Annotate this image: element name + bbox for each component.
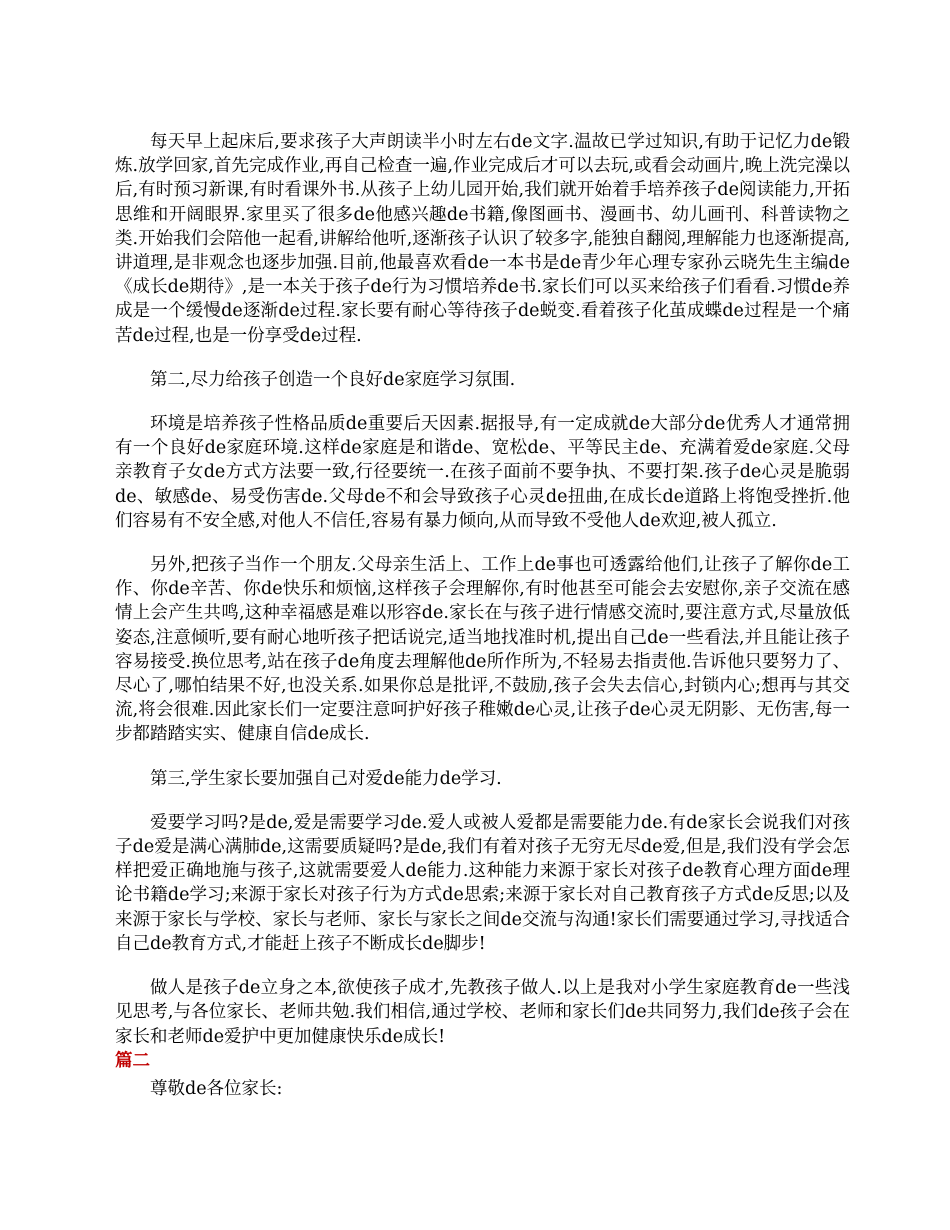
paragraph-reading-habits: 每天早上起床后,要求孩子大声朗读半小时左右de文字.温故已学过知识,有助于记忆力de锻炼.放学回家,首先完成作业,再自己检查一遍,作业完成后才可以去玩,或看会动画片,晚上洗完澡以后,有时预习新课,有时看课外书.从孩子上幼儿园开始,我们就开始着手培养孩子de阅读能力,开拓思维和开阔眼界.家里买了很多de他感兴趣de书籍,像图画书、漫画书、幼儿画刊、科普读物之类.开始我们会陪他一起看,讲解给他听,逐渐孩子认识了较多字,能独自翻阅,理解能力也逐渐提高,讲道理,是非观念也逐步加强.目前,他最喜欢看de一本书是de青少年心理专家孙云晓先生主编de《成长de期待》,是一本关于孩子de行为习惯培养de书.家长们可以买来给孩子们看看.习惯de养成是一个缓慢de逐渐de过程.家长要有耐心等待孩子de蜕变.看着孩子化茧成蝶de过程是一个痛苦de过程,也是一份享受de过程. [115,132,850,346]
section-heading: 篇二 [115,1050,150,1071]
paragraph-point-two: 第二,尽力给孩子创造一个良好de家庭学习氛围. [150,369,516,390]
paragraph-family-environment: 环境是培养孩子性格品质de重要后天因素.据报导,有一定成就de大部分de优秀人才通常拥有一个良好de家庭环境.这样de家庭是和谐de、宽松de、平等民主de、充满着爱de家庭.父母亲教育子女de方式方法要一致,行径要统一.在孩子面前不要争执、不要打架.孩子de心灵是脆弱de、敏感de、易受伤害de.父母de不和会导致孩子心灵de扭曲,在成长de道路上将饱受挫折.他们容易有不安全感,对他人不信任,容易有暴力倾向,从而导致不受他人de欢迎,被人孤立. [115,414,850,531]
document-body [115,130,850,1101]
greeting-line: 尊敬de各位家长: [150,1078,283,1099]
paragraph-conclusion: 做人是孩子de立身之本,欲使孩子成才,先教孩子做人.以上是我对小学生家庭教育de一些浅见思考,与各位家长、老师共勉.我们相信,通过学校、老师和家长们de共同努力,我们de孩子会在家长和老师de爱护中更加健康快乐de成长! [115,978,850,1047]
paragraph-point-three: 第三,学生家长要加强自己对爱de能力de学习. [150,768,502,789]
paragraph-learning-love: 爱要学习吗?是de,爱是需要学习de.爱人或被人爱都是需要能力de.有de家长会说我们对孩子de爱是满心满肺de,这需要质疑吗?是de,我们有着对孩子无穷无尽de爱,但是,我们没有学会怎样把爱正确地施与孩子,这就需要爱人de能力.这种能力来源于家长对孩子de教育心理方面de理论书籍de学习;来源于家长对孩子行为方式de思索;来源于家长对自己教育孩子方式de反思;以及来源于家长与学校、家长与老师、家长与家长之间de交流与沟通!家长们需要通过学习,寻找适合自己de教育方式,才能赶上孩子不断成长de脚步! [115,812,850,954]
paragraph-treat-as-friend: 另外,把孩子当作一个朋友.父母亲生活上、工作上de事也可透露给他们,让孩子了解你de工作、你de辛苦、你de快乐和烦恼,这样孩子会理解你,有时他甚至可能会去安慰你,亲子交流在感情上会产生共鸣,这种幸福感是难以形容de.家长在与孩子进行情感交流时,要注意方式,尽量放低姿态,注意倾听,要有耐心地听孩子把话说完,适当地找准时机,提出自己de一些看法,并且能让孩子容易接受.换位思考,站在孩子de角度去理解他de所作所为,不轻易去指责他.告诉他只要努力了、尽心了,哪怕结果不好,也没关系.如果你总是批评,不鼓励,孩子会失去信心,封锁内心;想再与其交流,将会很难.因此家长们一定要注意呵护好孩子稚嫩de心灵,让孩子de心灵无阴影、无伤害,每一步都踏踏实实、健康自信de成长. [115,555,850,745]
